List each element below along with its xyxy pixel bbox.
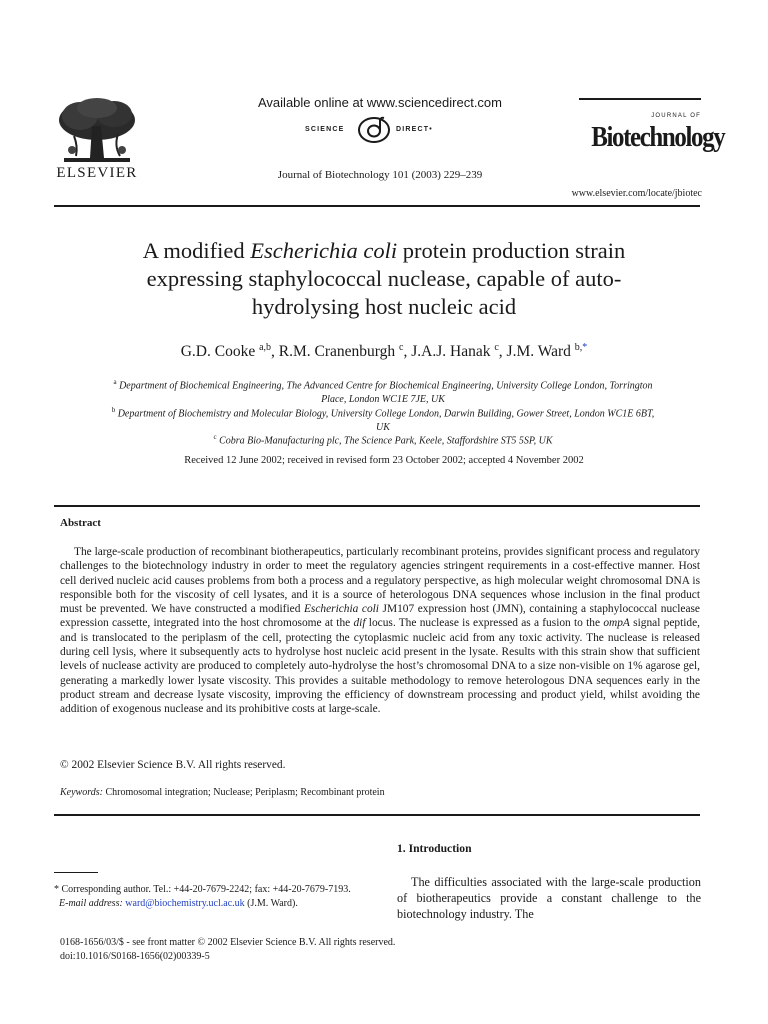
title-line1-pre: A modified [142,238,251,263]
journal-logo-small: JOURNAL OF [651,113,701,119]
available-online-text[interactable]: Available online at www.sciencedirect.com [258,95,502,110]
affiliation-c [58,430,708,448]
affiliation-mark: a [113,378,117,386]
corresponding-author-link[interactable]: * [582,342,588,353]
abstract-text: locus. The nuclease is expressed as a fusion to the [365,617,604,630]
abstract-copyright: © 2002 Elsevier Science B.V. All rights reserved. [60,759,286,771]
affiliation-mark: b [111,406,116,414]
abstract-italic: dif [353,617,366,630]
received-dates: Received 12 June 2002; received in revised form 23 October 2002; accepted 4 November 2002 [184,455,584,466]
keywords-label: Keywords: [60,787,103,798]
introduction-text: The difficulties associated with the large-scale production of biotherapeutics provide a constant challenge to the biotechnology industry. The [397,875,701,921]
abstract-italic: Escherichia coli [303,603,379,616]
footnote-corresponding: * Corresponding author. Tel.: +44-20-7679-2242; fax: +44-20-7679-7193. [54,884,351,895]
abstract-heading: Abstract [60,517,101,529]
sciencedirect-logo-right: DIRECT• [396,126,433,133]
affiliation-text-cont: Place, London WC1E 7JE, UK [321,394,445,406]
sciencedirect-logo[interactable] [300,113,460,147]
author-name: J.A.J. Hanak [411,343,491,361]
abstract-top-divider [54,505,700,507]
introduction-body [397,874,701,922]
abstract-text: JM107 expression host (JMN), containing a staphylococcal nuclease expression cassette, integrated into the host chromosome at the [60,603,700,630]
abstract-text: The large-scale production of recombinant biotherapeutics, particularly recombinant proteins, provides significant process and regulatory challenges to the biotechnology industry in order to meet the regulatory agencies stringent requirements in a cost-effective manner. Host cell derived nucleic acid causes problems from both a process and a regulatory perspective, as high molecular weight chromosomal DNA is responsible both for the viscosity of cell lysates, and it is a source of heterologous DNA sequences whose inclusion in the final product must be prevented. We have constructed a modified [60,546,700,616]
journal-logo-rule [579,98,701,100]
footnote-email-label: E-mail address: [59,898,123,909]
author-separator: , [403,343,412,361]
tree-icon [54,96,140,166]
footnote-email-suffix: (J.M. Ward). [244,898,298,909]
affiliation-text: Department of Biochemistry and Molecular Biology, University College London, Darwin Building, Gower Street, London WC1E 6BT, [117,408,655,420]
keywords-text: Chromosomal integration; Nuclease; Periplasm; Recombinant protein [102,787,385,798]
journal-citation: Journal of Biotechnology 101 (2003) 229–239 [277,169,483,181]
article-identifiers [60,936,395,964]
footnote-divider [54,872,98,873]
title-line3: hydrolysing host nucleic acid [251,294,517,319]
sciencedirect-logo-left: SCIENCE [305,126,345,133]
author-separator: , [271,343,279,361]
author-name: G.D. Cooke [180,343,256,361]
article-title [84,237,684,321]
publisher-name: ELSEVIER [56,165,138,181]
affiliation-text-cont: UK [376,422,390,434]
corresponding-footnote [54,883,364,911]
abstract-text: signal peptide, and is translocated to the periplasm of the cell, protecting the cytoplasmic nucleic acid from any toxic activity. The nuclease is released during cell lysis, where it subsequently acts to hydrolyse host nucleic acid present in the lysate. Results with this strain show that sufficient levels of nuclease activity are produced to completely auto-hydrolyse the host’s chromosomal DNA to a size non-visible on 1% agarose gel, generating a markedly lower lysate viscosity. This provides a suitable methodology to remove heterologous DNA sequences early in the product stream and decrease lysate viscosity, improving the efficiency of downstream processing and product yield, whilst avoiding the addition of exogenous nuclease and its prohibitive costs at large-scale. [60,617,700,716]
issn-line: 0168-1656/03/$ - see front matter © 2002 Elsevier Science B.V. All rights reserved. [60,937,396,948]
header-divider [54,205,700,207]
author-affiliation-mark: a,b [259,342,272,353]
author-separator: , [498,343,507,361]
author-name: J.M. Ward [506,343,571,361]
author-affiliation-mark: c [399,342,404,353]
author-affiliation-mark-text: b, [574,342,583,353]
affiliation-text: Department of Biochemical Engineering, The Advanced Centre for Biochemical Engineering, University College London, Torrington [119,380,653,392]
author-affiliation-mark [575,342,588,353]
footnote-email-link[interactable]: ward@biochemistry.ucl.ac.uk [125,898,245,909]
author-list [70,342,698,361]
sciencedirect-at-icon [357,116,391,144]
journal-logo-title: Biotechnology [591,121,725,153]
abstract-bottom-divider [54,814,700,816]
affiliation-text: Cobra Bio-Manufacturing plc, The Science Park, Keele, Staffordshire ST5 5SP, UK [219,435,553,447]
title-line1-italic: Escherichia coli [250,238,398,263]
abstract-italic: ompA [603,617,630,630]
title-line2: expressing staphylococcal nuclease, capable of auto- [146,266,622,291]
title-line1-post: protein production strain [397,238,626,263]
abstract-body [60,545,700,717]
keywords [60,787,385,798]
author-affiliation-mark: c [494,342,499,353]
section-heading-introduction: 1. Introduction [397,842,472,855]
doi-line[interactable]: doi:10.1016/S0168-1656(02)00339-5 [60,951,210,962]
affiliation-mark: c [213,433,217,441]
author-name: R.M. Cranenburgh [278,343,396,361]
journal-url[interactable]: www.elsevier.com/locate/jbiotec [571,188,702,199]
